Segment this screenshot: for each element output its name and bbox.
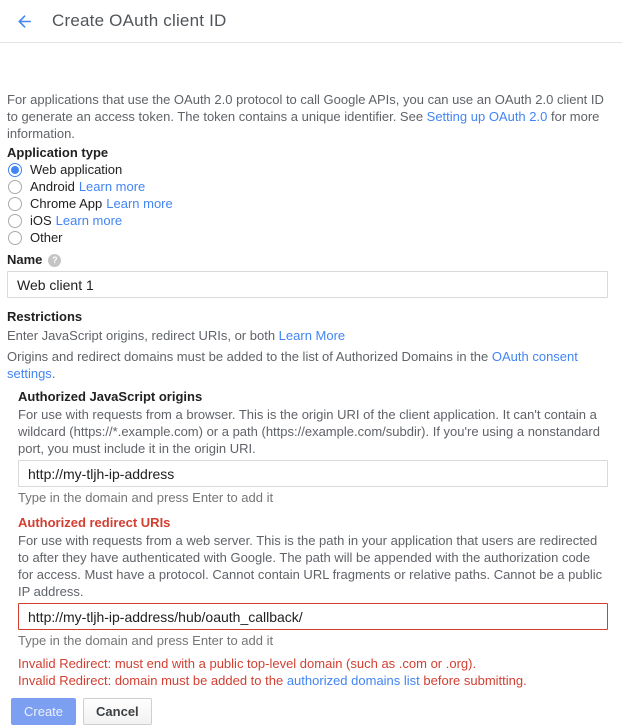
setting-up-oauth-link[interactable]: Setting up OAuth 2.0 bbox=[426, 109, 548, 124]
error-text-after: before submitting. bbox=[419, 673, 527, 688]
radio-option-chrome-app[interactable] bbox=[7, 195, 608, 212]
arrow-left-icon bbox=[15, 12, 34, 31]
validation-errors bbox=[18, 655, 608, 689]
authorized-js-origins-section bbox=[18, 389, 608, 505]
help-icon[interactable]: ? bbox=[48, 254, 61, 267]
page-header bbox=[0, 0, 622, 43]
radio-unselected-icon[interactable] bbox=[8, 214, 22, 228]
authorized-domains-list-link[interactable]: authorized domains list bbox=[286, 673, 420, 688]
authorized-redirect-uris-helper: Type in the domain and press Enter to add it bbox=[18, 633, 274, 648]
application-type-label: Application type bbox=[7, 145, 109, 160]
intro-text-after: for more information. bbox=[7, 109, 600, 141]
restrictions-heading: Restrictions bbox=[7, 309, 83, 324]
radio-option-android[interactable] bbox=[7, 178, 608, 195]
page-title: Create OAuth client ID bbox=[52, 11, 227, 30]
authorized-redirect-uris-input[interactable] bbox=[18, 603, 608, 630]
restrictions-domains-text: Origins and redirect domains must be added to the list of Authorized Domains in the bbox=[7, 349, 492, 364]
authorized-redirect-uris-description: For use with requests from a web server. This is the path in your application that users are redirected to after they have authenticated with Google. The path will be appended with the authorization code for access. Must have a protocol. Cannot contain URL fragments or relative paths. Cannot be a public IP address. bbox=[18, 533, 603, 599]
name-section bbox=[7, 252, 608, 298]
name-label: Name bbox=[7, 252, 43, 267]
authorized-js-origins-input[interactable] bbox=[18, 460, 608, 487]
radio-unselected-icon[interactable] bbox=[8, 180, 22, 194]
error-text-before: Invalid Redirect: domain must be added to the bbox=[18, 673, 287, 688]
chrome-app-learn-more-link[interactable]: Learn more bbox=[106, 196, 173, 211]
name-input[interactable] bbox=[7, 271, 608, 298]
intro-paragraph bbox=[7, 91, 608, 142]
radio-option-other[interactable] bbox=[7, 229, 608, 246]
authorized-js-origins-helper: Type in the domain and press Enter to add it bbox=[18, 490, 274, 505]
error-invalid-redirect-tld bbox=[18, 655, 608, 672]
oauth-consent-settings-link[interactable]: OAuth consent settings bbox=[7, 349, 578, 381]
error-invalid-redirect-domain bbox=[18, 672, 608, 689]
radio-option-web-application[interactable] bbox=[7, 161, 608, 178]
authorized-js-origins-heading: Authorized JavaScript origins bbox=[18, 389, 203, 404]
restrictions-section bbox=[7, 309, 608, 382]
cancel-button[interactable]: Cancel bbox=[83, 698, 152, 725]
restrictions-enter-line bbox=[7, 327, 608, 344]
back-button[interactable] bbox=[11, 8, 37, 34]
android-learn-more-link[interactable]: Learn more bbox=[78, 179, 146, 194]
authorized-redirect-uris-heading: Authorized redirect URIs bbox=[18, 515, 171, 530]
form-body bbox=[0, 43, 622, 725]
radio-option-label: Web application bbox=[30, 162, 123, 177]
radio-selected-icon[interactable] bbox=[8, 163, 22, 177]
form-actions bbox=[11, 698, 608, 725]
intro-text-before: For applications that use the OAuth 2.0 protocol to call Google APIs, you can use an OAuth 2.0 client ID to generate an access token. The token contains a unique identifier. See bbox=[7, 92, 604, 124]
authorized-redirect-uris-section bbox=[18, 515, 608, 648]
ios-learn-more-link[interactable]: Learn more bbox=[55, 213, 123, 228]
restrictions-domains-line bbox=[7, 348, 608, 382]
radio-unselected-icon[interactable] bbox=[8, 231, 22, 245]
authorized-js-origins-description: For use with requests from a browser. This is the origin URI of the client application. It can't contain a wildcard (https://*.example.com) or a path (https://example.com/subdir). If you're using a nonstandard port, you must include it in the origin URI. bbox=[18, 407, 600, 456]
radio-option-label: Other bbox=[30, 230, 63, 245]
radio-unselected-icon[interactable] bbox=[8, 197, 22, 211]
restrictions-domains-suffix: . bbox=[51, 366, 56, 381]
restrictions-learn-more-link[interactable]: Learn More bbox=[278, 328, 346, 343]
error-text: Invalid Redirect: must end with a public top-level domain (such as .com or .org). bbox=[18, 656, 477, 671]
application-type-section bbox=[7, 145, 608, 246]
restrictions-enter-text: Enter JavaScript origins, redirect URIs, or both bbox=[7, 328, 279, 343]
radio-option-ios[interactable] bbox=[7, 212, 608, 229]
radio-option-label: Chrome App bbox=[30, 196, 103, 211]
create-button[interactable]: Create bbox=[11, 698, 76, 725]
radio-option-label: iOS bbox=[30, 213, 52, 228]
radio-option-label: Android bbox=[30, 179, 75, 194]
